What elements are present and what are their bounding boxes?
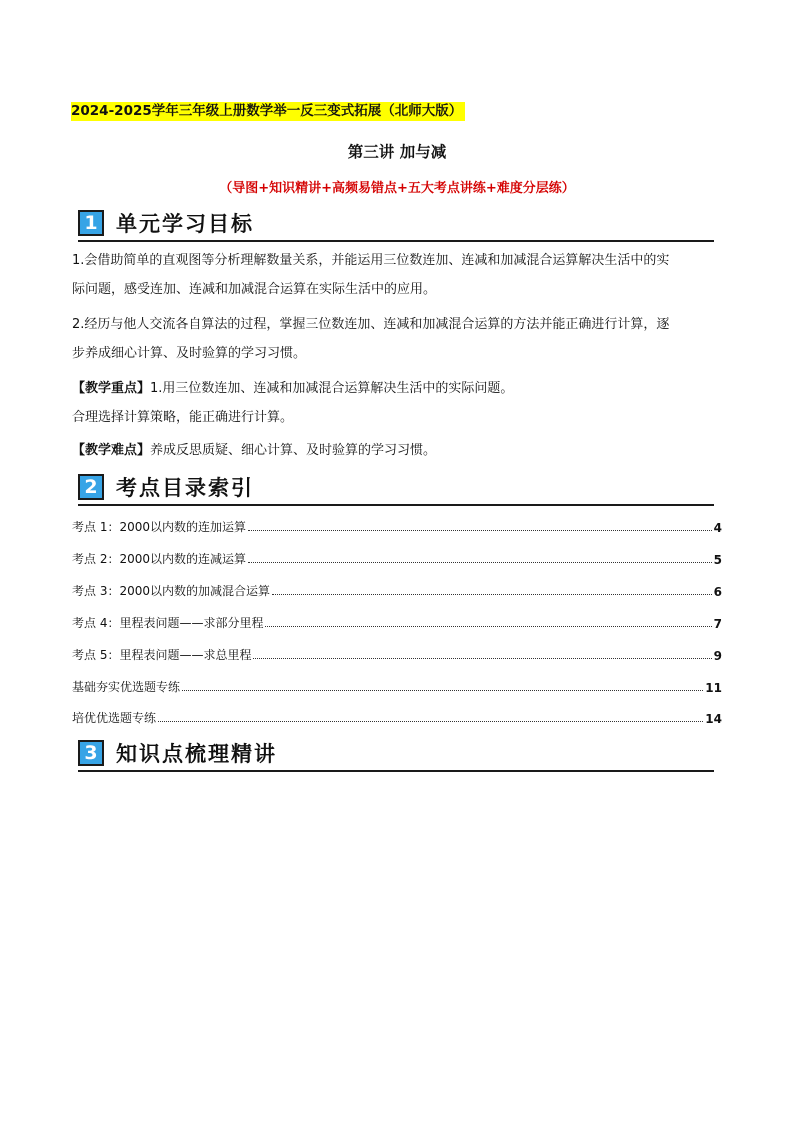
toc-page-number: 9 xyxy=(713,649,722,663)
section-title: 考点目录索引 xyxy=(116,476,254,500)
toc-entry[interactable] xyxy=(72,579,722,599)
key-point-label: 【教学重点】 xyxy=(72,381,151,396)
toc-entry-label: 考点 2：2000以内数的连减运算 xyxy=(72,552,246,566)
toc-entry[interactable] xyxy=(72,643,722,663)
toc-leader-dots xyxy=(253,658,711,659)
toc-page-number: 6 xyxy=(713,585,722,599)
toc-page-number: 14 xyxy=(705,712,722,726)
toc-leader-dots xyxy=(248,562,712,563)
section-number-badge: 1 xyxy=(78,210,104,236)
toc-entry-label: 考点 4：里程表问题——求部分里程 xyxy=(72,616,264,630)
toc-leader-dots xyxy=(248,530,712,531)
key-point-text: 1.用三位数连加、连减和加减混合运算解决生活中的实际问题。 xyxy=(150,381,514,396)
section-title: 知识点梳理精讲 xyxy=(116,742,277,766)
difficult-point-text: 养成反思质疑、细心计算、及时验算的学习习惯。 xyxy=(150,443,437,458)
toc-page-number: 5 xyxy=(713,553,722,567)
toc-entry-label: 考点 5：里程表问题——求总里程 xyxy=(72,648,252,662)
section-title: 单元学习目标 xyxy=(116,212,254,236)
goal-1-line-2: 际问题，感受连加、连减和加减混合运算在实际生活中的应用。 xyxy=(72,282,437,297)
toc-entry-label: 培优优选题专练 xyxy=(72,711,157,725)
goal-2-line-2: 步养成细心计算、及时验算的学习习惯。 xyxy=(72,346,307,361)
lecture-title: 第三讲 加与减 xyxy=(347,143,447,161)
toc-entry[interactable] xyxy=(72,706,722,726)
section-underline xyxy=(78,240,714,242)
toc-entry[interactable] xyxy=(72,675,722,695)
section-heading-index xyxy=(78,472,714,508)
section-heading-goals xyxy=(78,208,714,244)
teaching-difficult-point xyxy=(72,436,726,465)
section-underline xyxy=(78,770,714,772)
section-number-badge: 2 xyxy=(78,474,104,500)
course-banner: 2024-2025学年三年级上册数学举一反三变式拓展（北师大版） xyxy=(71,102,465,121)
toc-entry[interactable] xyxy=(72,547,722,567)
toc-page-number: 7 xyxy=(713,617,722,631)
section-number-badge: 3 xyxy=(78,740,104,766)
toc-leader-dots xyxy=(265,626,711,627)
toc-entry[interactable] xyxy=(72,515,722,535)
toc-entry-label: 考点 3：2000以内数的加减混合运算 xyxy=(72,584,270,598)
key-point-text-2: 合理选择计算策略，能正确进行计算。 xyxy=(72,410,294,425)
toc-page-number: 4 xyxy=(713,521,722,535)
goal-paragraph-1 xyxy=(72,246,726,304)
difficult-point-label: 【教学难点】 xyxy=(72,443,151,458)
goal-1-line-1: 1.会借助简单的直观图等分析理解数量关系，并能运用三位数连加、连减和加减混合运算解决生活中的实 xyxy=(72,253,670,268)
lecture-subtitle: （导图+知识精讲+高频易错点+五大考点讲练+难度分层练） xyxy=(219,181,575,196)
goal-2-line-1: 2.经历与他人交流各自算法的过程，掌握三位数连加、连减和加减混合运算的方法并能正确进行计算，逐 xyxy=(72,317,670,332)
toc-entry[interactable] xyxy=(72,611,722,631)
toc-leader-dots xyxy=(158,721,703,722)
section-underline xyxy=(78,504,714,506)
toc-leader-dots xyxy=(182,690,703,691)
teaching-key-point xyxy=(72,374,726,432)
toc-entry-label: 考点 1：2000以内数的连加运算 xyxy=(72,520,246,534)
section-heading-knowledge xyxy=(78,738,714,774)
toc-leader-dots xyxy=(272,594,712,595)
goal-paragraph-2 xyxy=(72,310,726,368)
toc-entry-label: 基础夯实优选题专练 xyxy=(72,680,181,694)
toc-page-number: 11 xyxy=(705,681,722,695)
